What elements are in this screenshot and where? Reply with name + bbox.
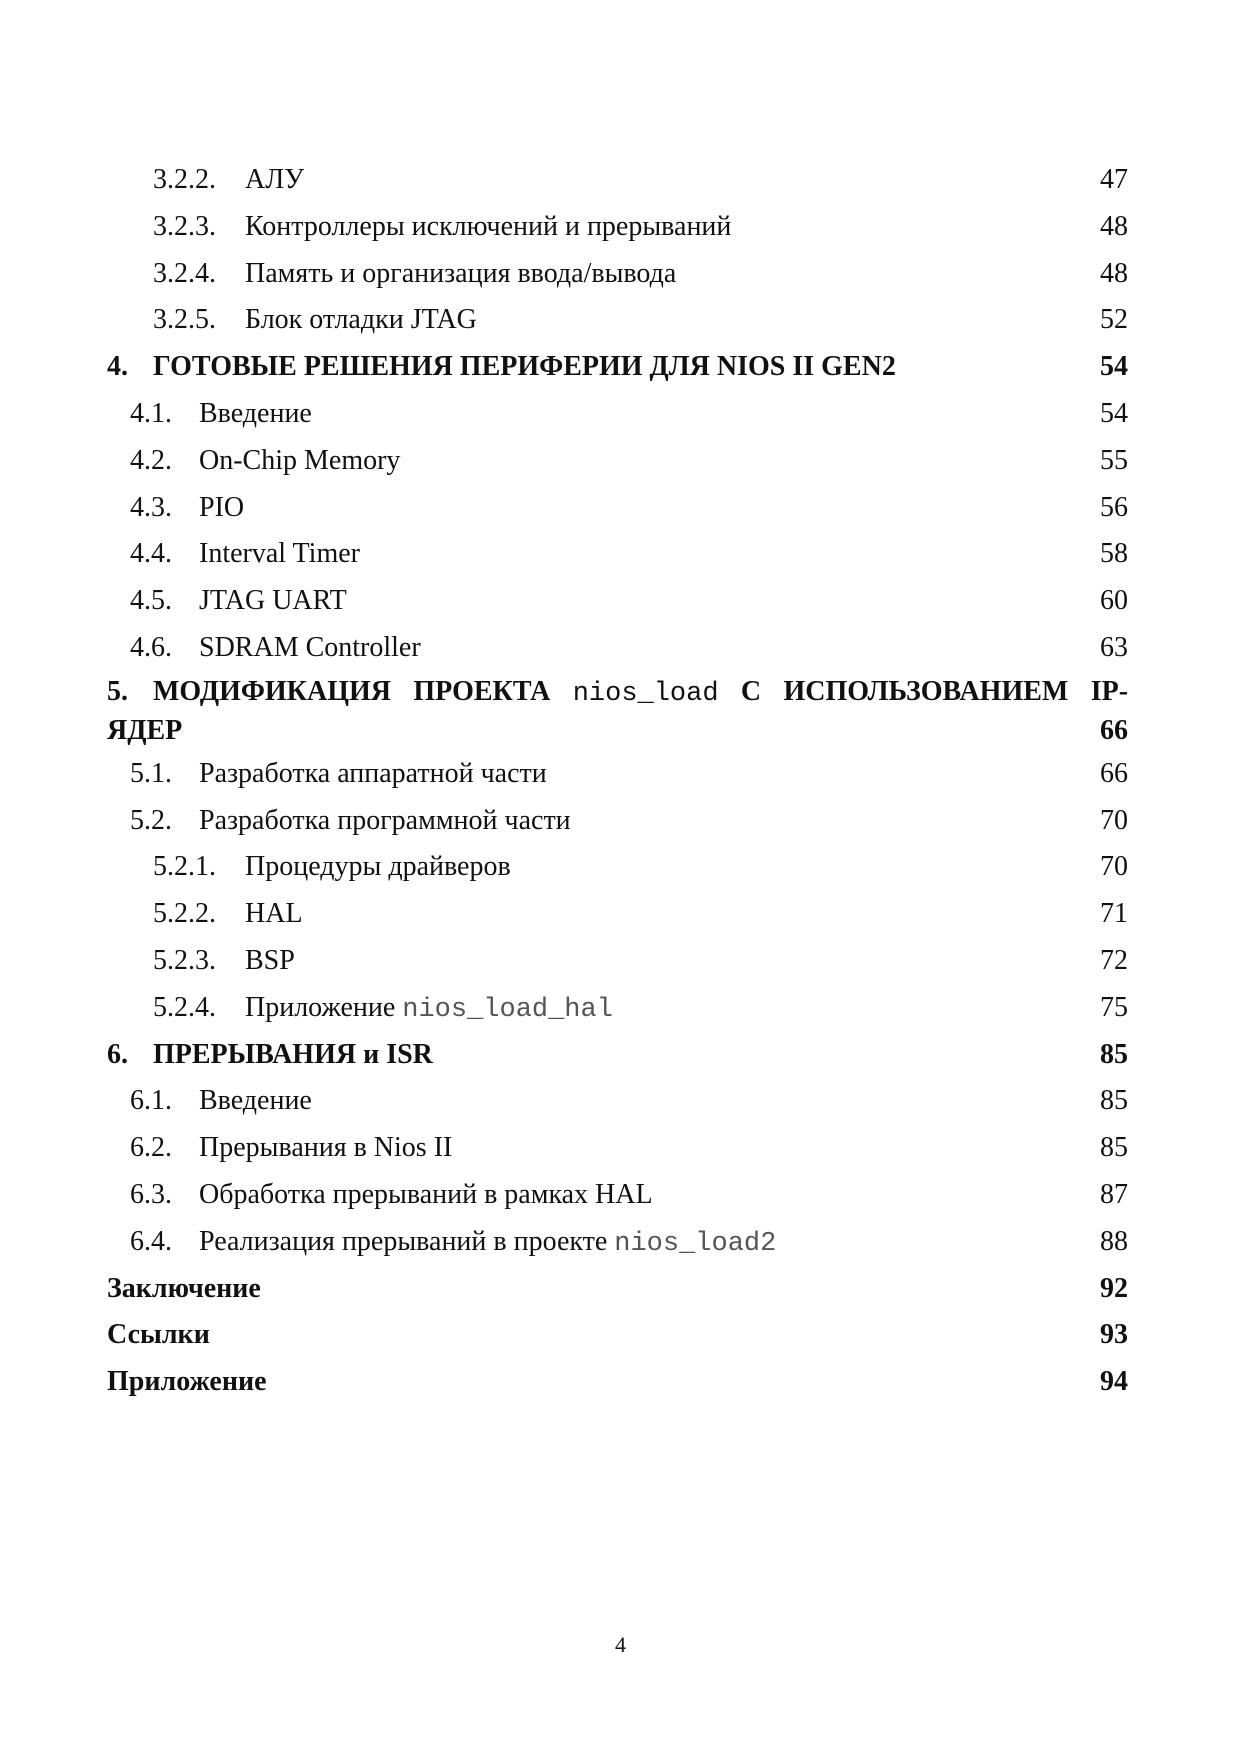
toc-entry-title: On-Chip Memory [199,444,401,476]
page-number: 4 [615,1632,626,1657]
toc-entry-title: Введение [199,1085,312,1117]
toc-entry-code: nios_load_hal [402,994,613,1025]
toc-entry-title: Блок отладки JTAG [245,304,477,336]
toc-entry-title: BSP [245,944,295,976]
toc-entry-title: Разработка программной части [199,804,571,836]
toc-entry-number: 4.4. [130,538,172,570]
toc-entry-title: Процедуры драйверов [245,851,511,883]
toc-entry-title: SDRAM Controller [199,631,421,663]
toc-entry[interactable] [107,204,1128,251]
toc-entry-number: 4.3. [130,491,172,523]
toc-entry-title [199,1219,776,1268]
toc-entry-title [245,985,613,1034]
toc-entry-page: 52 [1100,304,1128,336]
toc-entry-title: Память и организация ввода/вывода [245,257,677,289]
toc-chapter-title: Приложение [107,1366,267,1398]
toc-entry-page: 48 [1100,257,1128,289]
toc-entry-title: Введение [199,397,312,429]
toc-entry[interactable] [107,1172,1128,1219]
toc-entry-page: 58 [1100,538,1128,570]
toc-entry-number: 5.2.4. [153,991,216,1023]
toc-entry[interactable] [107,891,1128,938]
toc-entry[interactable] [107,391,1128,438]
toc-entry-title: PIO [199,491,245,523]
toc-entry-number: 3.2.2. [153,164,216,195]
toc-entry[interactable] [107,985,1128,1032]
toc-entry-number: 5.2.2. [153,898,216,930]
toc-chapter[interactable] [107,1032,1128,1079]
toc-entry-page: 47 [1100,164,1128,195]
toc-entry[interactable] [107,798,1128,845]
toc-chapter-references[interactable] [107,1312,1128,1359]
toc-chapter-page: 94 [1100,1366,1128,1398]
toc-entry-page: 66 [1100,757,1128,789]
toc-entry-number: 5.1. [130,757,172,789]
toc-entry-number: 5.2. [130,804,172,836]
toc-entry-number: 6.3. [130,1178,172,1210]
toc-entry-number: 5.2.1. [153,851,216,883]
toc-entry-page: 88 [1100,1225,1128,1257]
toc-entry-page: 71 [1100,898,1128,930]
toc-entry[interactable] [107,1219,1128,1266]
toc-entry-page: 48 [1100,210,1128,242]
toc-chapter-page: 66 [1100,714,1128,746]
toc-entry-title-text: Реализация прерываний в проекте [199,1225,608,1257]
toc-entry-page: 70 [1100,851,1128,883]
toc-entry[interactable] [107,938,1128,985]
toc-entry-page: 63 [1100,631,1128,663]
toc-entry[interactable] [107,531,1128,578]
toc-entry[interactable] [107,1078,1128,1125]
toc-entry-number: 6.4. [130,1225,172,1257]
toc-entry[interactable] [107,844,1128,891]
toc-chapter-number: 4. [107,351,128,383]
toc-entry-number: 4.5. [130,585,172,617]
toc-entry-number: 3.2.4. [153,257,216,289]
toc-entry[interactable] [107,485,1128,532]
toc-entry-title: HAL [245,898,303,930]
toc-entry-page: 56 [1100,491,1128,523]
toc-chapter-page: 85 [1100,1038,1128,1070]
toc-chapter-page: 92 [1100,1272,1128,1304]
toc-entry-page: 55 [1100,444,1128,476]
toc-entry-number: 4.2. [130,444,172,476]
toc-entry-page: 70 [1100,804,1128,836]
toc-entry[interactable] [107,297,1128,344]
toc-entry-title: JTAG UART [199,585,347,617]
toc-chapter-title-continuation: ЯДЕР [107,714,183,746]
toc-chapter[interactable] [107,672,1128,751]
toc-entry-number: 3.2.5. [153,304,216,336]
toc-chapter-title [153,672,1128,714]
toc-entry-number: 6.2. [130,1132,172,1164]
toc-entry-number: 6.1. [130,1085,172,1117]
toc-entry-title-text: Приложение [245,991,396,1023]
toc-entry-number: 3.2.3. [153,210,216,242]
toc-entry-page: 72 [1100,944,1128,976]
toc-entry[interactable] [107,438,1128,485]
toc-chapter-title: Заключение [107,1272,261,1304]
toc-entry-page: 60 [1100,585,1128,617]
toc-entry-page: 75 [1100,991,1128,1023]
toc-entry-page: 54 [1100,397,1128,429]
toc-entry-code: nios_load2 [614,1228,777,1259]
toc-entry-page: 87 [1100,1178,1128,1210]
toc-entry-number: 4.1. [130,397,172,429]
table-of-contents [107,157,1128,1406]
toc-chapter-appendix[interactable] [107,1359,1128,1406]
toc-entry-title: Обработка прерываний в рамках HAL [199,1178,653,1210]
toc-chapter-conclusion[interactable] [107,1266,1128,1313]
toc-entry-page: 85 [1100,1085,1128,1117]
toc-chapter-number: 6. [107,1038,128,1070]
toc-entry[interactable] [107,625,1128,672]
toc-entry-title: Прерывания в Nios II [199,1132,453,1164]
toc-entry[interactable] [107,157,1128,204]
toc-entry[interactable] [107,1125,1128,1172]
toc-entry-title: Interval Timer [199,538,360,570]
toc-chapter-title: ПРЕРЫВАНИЯ и ISR [153,1038,433,1070]
toc-chapter-title: ГОТОВЫЕ РЕШЕНИЯ ПЕРИФЕРИИ ДЛЯ NIOS II GEN2 [153,351,896,383]
toc-entry-page: 85 [1100,1132,1128,1164]
toc-entry[interactable] [107,751,1128,798]
toc-chapter-title-part: МОДИФИКАЦИЯ ПРОЕКТА [153,675,551,707]
toc-chapter-title-part: С ИСПОЛЬЗОВАНИЕМ IP- [740,675,1129,707]
toc-entry-title: Разработка аппаратной части [199,757,547,789]
toc-chapter-page: 54 [1100,351,1128,383]
toc-entry-number: 4.6. [130,631,172,663]
toc-entry-title: АЛУ [245,164,305,195]
toc-entry[interactable] [107,251,1128,298]
toc-chapter-title: Ссылки [107,1319,210,1351]
toc-entry-title: Контроллеры исключений и прерываний [245,210,732,242]
toc-entry-number: 5.2.3. [153,944,216,976]
toc-chapter-page: 93 [1100,1319,1128,1351]
toc-chapter-code: nios_load [572,678,719,709]
toc-chapter-number: 5. [107,675,128,707]
toc-entry[interactable] [107,578,1128,625]
toc-chapter[interactable] [107,344,1128,391]
